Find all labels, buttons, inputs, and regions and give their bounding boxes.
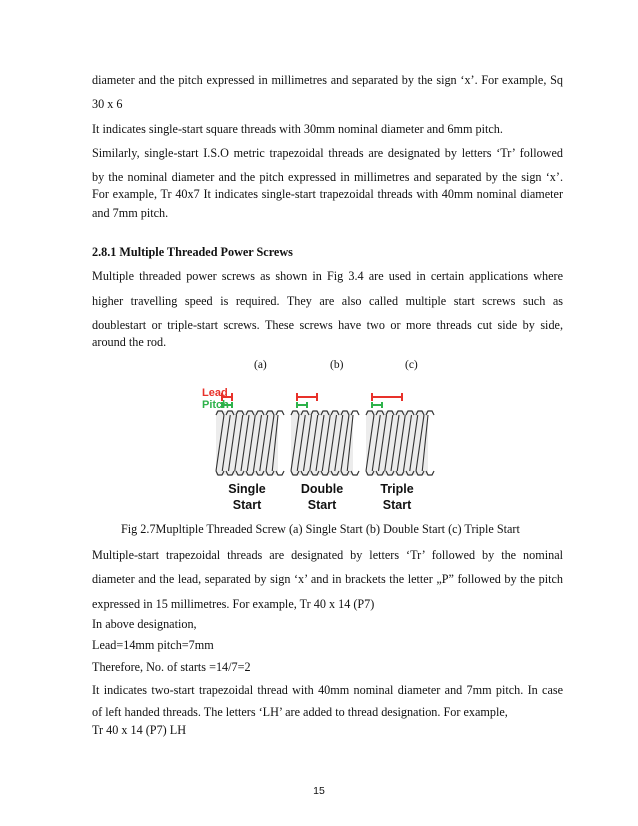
text-line: Tr 40 x 14 (P7) LH	[92, 723, 187, 737]
threaded-screw-figure	[198, 383, 436, 516]
text-line: diameter and the lead, separated by sign ‘x’ and in brackets the letter „P” followed by the pitch	[92, 572, 563, 586]
text-line: doublestart or triple-start screws. These screws have two or more threads cut side by side,	[92, 318, 563, 332]
screw-label: Triple	[380, 482, 414, 496]
text-line: of left handed threads. The letters ‘LH’ are added to thread designation. For example,	[92, 705, 508, 719]
figure-sublabel-c: (c)	[405, 359, 418, 371]
text-line: It indicates single-start square threads with 30mm nominal diameter and 6mm pitch.	[92, 122, 503, 136]
section-heading: 2.8.1 Multiple Threaded Power Screws	[92, 245, 293, 259]
text-line: Multiple-start trapezoidal threads are designated by letters ‘Tr’ followed by the nominal	[92, 548, 563, 562]
figure-sublabel-a: (a)	[254, 359, 267, 371]
pitch-legend: Pitch	[202, 399, 229, 411]
text-line: Similarly, single-start I.S.O metric trapezoidal threads are designated by letters ‘Tr’ followed	[92, 146, 563, 160]
threaded-screw-diagram	[198, 383, 436, 516]
text-line: In above designation,	[92, 617, 197, 631]
text-line: higher travelling speed is required. They are also called multiple start screws such as	[92, 294, 563, 308]
text-line: diameter and the pitch expressed in millimetres and separated by the sign ‘x’. For example, Sq	[92, 73, 563, 87]
text-line: Multiple threaded power screws as shown in Fig 3.4 are used in certain applications where	[92, 269, 563, 283]
screw-label: Start	[382, 498, 412, 512]
text-line: For example, Tr 40x7 It indicates single-start trapezoidal threads with 40mm nominal diameter	[92, 187, 563, 201]
text-line: 30 x 6	[92, 97, 123, 111]
figure-sublabel-b: (b)	[330, 359, 344, 371]
text-line: expressed in 15 millimetres. For example, Tr 40 x 14 (P7)	[92, 597, 375, 611]
lead-legend: Lead	[202, 387, 228, 399]
screw-label: Start	[307, 498, 337, 512]
screw-body	[366, 411, 428, 475]
text-line: Lead=14mm pitch=7mm	[92, 638, 214, 652]
screw-label: Start	[232, 498, 262, 512]
figure-caption: Fig 2.7Mupltiple Threaded Screw (a) Single Start (b) Double Start (c) Triple Start	[121, 522, 520, 536]
text-line: Therefore, No. of starts =14/7=2	[92, 660, 251, 674]
text-line: around the rod.	[92, 335, 167, 349]
screw-body	[216, 411, 278, 475]
page-number: 15	[313, 785, 325, 797]
screw-label: Single	[228, 482, 266, 496]
text-line: It indicates two-start trapezoidal thread with 40mm nominal diameter and 7mm pitch. In case	[92, 683, 563, 697]
screw-body	[291, 411, 353, 475]
text-line: and 7mm pitch.	[92, 206, 169, 220]
text-line: by the nominal diameter and the pitch expressed in millimetres and separated by the sign ‘x’.	[92, 170, 563, 184]
screw-label: Double	[300, 482, 344, 496]
